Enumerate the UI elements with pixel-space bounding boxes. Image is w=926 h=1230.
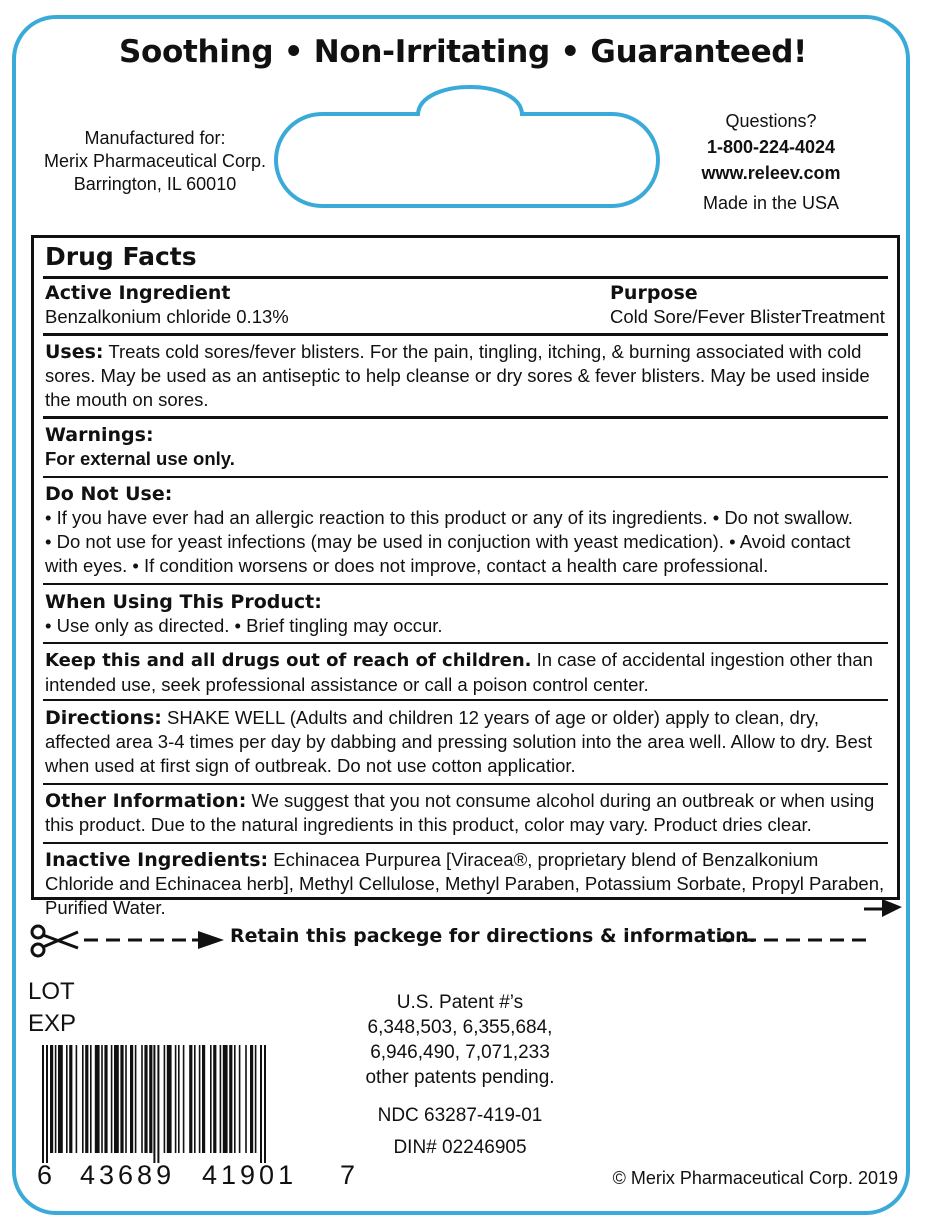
divider [43, 416, 888, 419]
do-not-use-line: • If you have ever had an allergic reaction to this product or any of its ingredients. • Do not swallow. [45, 507, 853, 528]
ndc-code: NDC 63287-419-01 [377, 1105, 543, 1126]
barcode-bar [239, 1045, 241, 1153]
divider [43, 642, 888, 644]
barcode-bar [95, 1045, 100, 1153]
barcode-bar [167, 1045, 172, 1153]
divider [43, 699, 888, 701]
lot-label: LOT [28, 978, 75, 1005]
active-ingredient-heading: Active Ingredient [45, 282, 231, 304]
made-in-label: Made in the USA [702, 193, 840, 213]
keep-out-of-reach-section [45, 648, 887, 697]
contact-info [676, 108, 866, 216]
arrow-right-icon [198, 931, 224, 949]
manufacturer-line: Manufactured for: [84, 128, 226, 148]
drug-facts-panel [31, 235, 900, 918]
active-ingredient-value: Benzalkonium chloride 0.13% [45, 306, 289, 327]
other-information-section [45, 789, 887, 837]
barcode-bar [66, 1045, 68, 1153]
when-using-text: • Use only as directed. • Brief tingling may occur. [45, 615, 443, 636]
barcode-bar [69, 1045, 72, 1153]
barcode-bar [250, 1045, 253, 1153]
barcode-bar [144, 1045, 147, 1153]
uses-heading: Uses: [45, 341, 104, 363]
barcode-bar [234, 1045, 236, 1153]
warnings-section [45, 423, 887, 471]
purpose-section [610, 281, 887, 329]
barcode-bar [125, 1045, 127, 1153]
manufacturer-name: Merix Pharmaceutical Corp. [43, 151, 267, 171]
barcode-guard-bar [153, 1045, 155, 1163]
hang-hole-outline [270, 78, 670, 218]
barcode-bar [111, 1045, 113, 1153]
do-not-use-heading: Do Not Use: [45, 483, 173, 505]
barcode-bar [175, 1045, 177, 1153]
patent-numbers: 6,348,503, 6,355,684, [367, 1017, 553, 1038]
barcode [30, 1045, 350, 1165]
barcode-bar [210, 1045, 212, 1153]
barcode-guard-bar [46, 1045, 48, 1163]
barcode-bar [255, 1045, 257, 1153]
barcode-bar [164, 1045, 166, 1153]
barcode-bar [85, 1045, 88, 1153]
barcode-bar [82, 1045, 84, 1153]
copyright-notice: © Merix Pharmaceutical Corp. 2019 [612, 1168, 898, 1188]
keep-out-of-reach-heading: Keep this and all drugs out of reach of children. [45, 650, 532, 671]
barcode-digit: 7 [340, 1160, 356, 1190]
inactive-ingredients-section [45, 848, 887, 920]
barcode-bar [114, 1045, 119, 1153]
barcode-bar [104, 1045, 107, 1153]
other-information-heading: Other Information: [45, 790, 247, 812]
barcode-bar [149, 1045, 152, 1153]
manufacturer-info [30, 127, 280, 196]
questions-label: Questions? [725, 111, 817, 131]
barcode-digits-right: 41901 [202, 1160, 298, 1190]
drug-facts-title: Drug Facts [45, 242, 197, 271]
exp-label: EXP [28, 1010, 77, 1037]
patent-pending: other patents pending. [365, 1067, 555, 1088]
patent-info [340, 990, 580, 1090]
inactive-ingredients-heading: Inactive Ingredients: [45, 849, 269, 871]
keep-out-of-reach-text: In case of accidental ingestion other than intended use, seek professional assistance or call a poison control center. [45, 649, 873, 695]
barcode-bar [229, 1045, 232, 1153]
phone-number: 1-800-224-4024 [706, 137, 836, 157]
purpose-value: Cold Sore/Fever BlisterTreatment [610, 306, 885, 327]
divider [43, 842, 888, 844]
barcode-bar [50, 1045, 53, 1153]
divider [43, 583, 888, 585]
barcode-guard-bar [42, 1045, 44, 1163]
directions-section [45, 706, 887, 778]
when-using-section [45, 590, 887, 638]
uses-text: Treats cold sores/fever blisters. For the pain, tingling, itching, & burning associated with cold sores. May be used as an antiseptic to help cleanse or dry sores & fever blisters. May be used inside the mouth on sores. [45, 341, 870, 410]
retain-package-note: Retain this packege for directions & information. [230, 925, 756, 947]
barcode-guard-bar [157, 1045, 159, 1163]
when-using-heading: When Using This Product: [45, 591, 322, 613]
purpose-heading: Purpose [610, 282, 698, 304]
scissors-icon [32, 926, 78, 956]
divider [43, 476, 888, 478]
uses-section [45, 340, 887, 412]
barcode-bar [189, 1045, 192, 1153]
barcode-bar [55, 1045, 57, 1153]
do-not-use-line: • Do not use for yeast infections (may be used in conjuction with yeast medication). • Avoid contact with eyes. • If condition worsens or does not improve, contact a health care professional. [45, 531, 851, 576]
barcode-bar [223, 1045, 228, 1153]
fold-arrow-icon [862, 895, 902, 921]
barcode-bar [58, 1045, 63, 1153]
barcode-bar [135, 1045, 137, 1153]
barcode-bar [202, 1045, 205, 1153]
product-codes [340, 1100, 580, 1164]
website: www.releev.com [701, 163, 841, 183]
patent-numbers: 6,946,490, 7,071,233 [370, 1042, 550, 1063]
barcode-bar [130, 1045, 133, 1153]
do-not-use-section [45, 482, 887, 578]
barcode-bar [213, 1045, 216, 1153]
other-information-text: We suggest that you not consume alcohol during an outbreak or when using this product. Due to the natural ingredients in this product, color may vary. Product dries clear. [45, 790, 875, 835]
tagline: Soothing • Non-Irritating • Guaranteed! [118, 34, 808, 70]
barcode-bar [120, 1045, 123, 1153]
barcode-bar [183, 1045, 185, 1153]
barcode-bar [90, 1045, 92, 1153]
directions-heading: Directions: [45, 707, 162, 729]
barcode-bar [101, 1045, 103, 1153]
barcode-bar [178, 1045, 180, 1153]
barcode-bar [76, 1045, 78, 1153]
lot-exp-labels [28, 976, 76, 1040]
barcode-bar [199, 1045, 201, 1153]
barcode-digits-left: 43689 [80, 1160, 176, 1190]
patent-heading: U.S. Patent #’s [396, 992, 524, 1013]
barcode-guard-bar [264, 1045, 266, 1163]
inactive-ingredients-text: Echinacea Purpurea [Viracea®, proprietary blend of Benzalkonium Chloride and Echinacea herb], Methyl Cellulose, Methyl Paraben, Potassium Sorbate, Propyl Paraben, Purified Water. [45, 849, 885, 918]
divider [43, 333, 888, 336]
divider [43, 276, 888, 279]
barcode-bar [194, 1045, 196, 1153]
directions-text: SHAKE WELL (Adults and children 12 years of age or older) apply to clean, dry, affected area 3-4 times per day by dabbing and pressing solution into the area well. Allow to dry. Best when used at first sign of outbreak. Do not use cotton applicatior. [45, 707, 873, 776]
din-code: DIN# 02246905 [393, 1137, 527, 1158]
barcode-digit: 6 [37, 1160, 53, 1190]
barcode-guard-bar [260, 1045, 262, 1163]
manufacturer-address: Barrington, IL 60010 [73, 174, 237, 194]
warnings-heading: Warnings: [45, 424, 154, 446]
divider [43, 783, 888, 785]
warnings-text: For external use only. [45, 448, 235, 469]
barcode-bar [141, 1045, 143, 1153]
barcode-bar [245, 1045, 247, 1153]
barcode-bar [220, 1045, 222, 1153]
